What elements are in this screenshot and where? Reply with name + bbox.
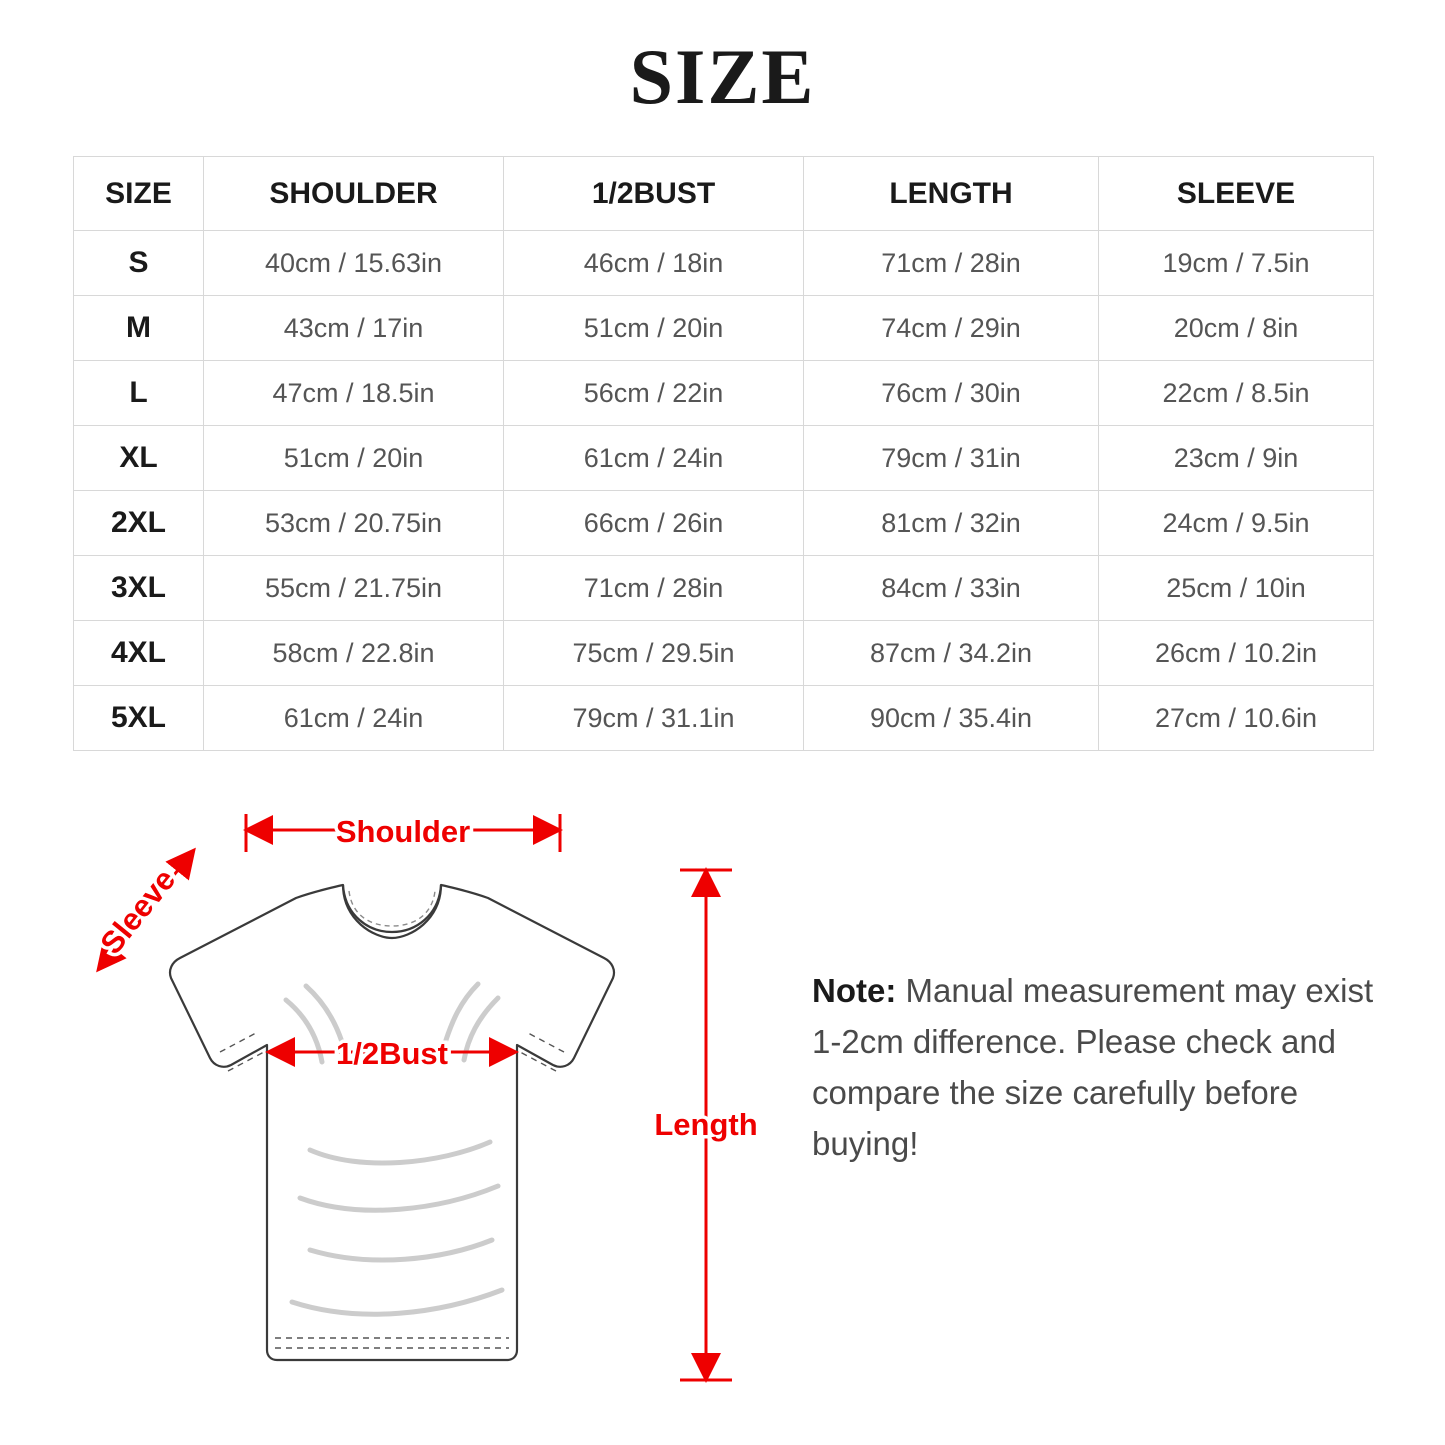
cell-sleeve: 25cm / 10in [1099,556,1374,621]
cell-length: 76cm / 30in [804,361,1099,426]
cell-length: 71cm / 28in [804,231,1099,296]
note-body: Manual measurement may exist 1-2cm difference. Please check and compare the size carefully before buying! [812,972,1374,1163]
cell-size: 2XL [74,491,204,556]
cell-sleeve: 24cm / 9.5in [1099,491,1374,556]
column-header-length: LENGTH [804,157,1099,231]
cell-length: 87cm / 34.2in [804,621,1099,686]
cell-bust: 66cm / 26in [504,491,804,556]
cell-sleeve: 23cm / 9in [1099,426,1374,491]
column-header-sleeve: SLEEVE [1099,157,1374,231]
cell-length: 79cm / 31in [804,426,1099,491]
column-header-size: SIZE [74,157,204,231]
cell-length: 74cm / 29in [804,296,1099,361]
cell-length: 84cm / 33in [804,556,1099,621]
cell-bust: 61cm / 24in [504,426,804,491]
size-table-container [73,156,1373,751]
column-header-bust: 1/2BUST [504,157,804,231]
shoulder-label: Shoulder [335,814,471,849]
cell-bust: 79cm / 31.1in [504,686,804,751]
note-prefix: Note: [812,972,897,1009]
cell-size: 3XL [74,556,204,621]
table-row [74,621,1374,686]
tshirt-illustration [170,885,614,1360]
table-row [74,491,1374,556]
table-row [74,686,1374,751]
cell-length: 90cm / 35.4in [804,686,1099,751]
cell-size: M [74,296,204,361]
cell-bust: 75cm / 29.5in [504,621,804,686]
size-table [73,156,1374,751]
cell-shoulder: 55cm / 21.75in [204,556,504,621]
length-label: Length [654,1107,758,1142]
cell-sleeve: 27cm / 10.6in [1099,686,1374,751]
cell-sleeve: 26cm / 10.2in [1099,621,1374,686]
cell-shoulder: 53cm / 20.75in [204,491,504,556]
tshirt-measurement-diagram [60,790,780,1410]
cell-shoulder: 47cm / 18.5in [204,361,504,426]
cell-size: 5XL [74,686,204,751]
cell-shoulder: 58cm / 22.8in [204,621,504,686]
cell-size: XL [74,426,204,491]
table-header-row [74,157,1374,231]
cell-length: 81cm / 32in [804,491,1099,556]
bust-label: 1/2Bust [336,1036,448,1071]
cell-size: L [74,361,204,426]
cell-shoulder: 43cm / 17in [204,296,504,361]
table-row [74,556,1374,621]
note-text [812,965,1392,1170]
sleeve-label: Sleeve [93,862,183,961]
cell-bust: 51cm / 20in [504,296,804,361]
table-row [74,231,1374,296]
cell-bust: 46cm / 18in [504,231,804,296]
cell-sleeve: 19cm / 7.5in [1099,231,1374,296]
column-header-shoulder: SHOULDER [204,157,504,231]
cell-bust: 56cm / 22in [504,361,804,426]
cell-shoulder: 61cm / 24in [204,686,504,751]
cell-sleeve: 22cm / 8.5in [1099,361,1374,426]
table-row [74,361,1374,426]
cell-shoulder: 40cm / 15.63in [204,231,504,296]
cell-size: S [74,231,204,296]
cell-sleeve: 20cm / 8in [1099,296,1374,361]
cell-shoulder: 51cm / 20in [204,426,504,491]
page-title: SIZE [629,33,816,120]
table-row [74,426,1374,491]
table-row [74,296,1374,361]
cell-size: 4XL [74,621,204,686]
cell-bust: 71cm / 28in [504,556,804,621]
